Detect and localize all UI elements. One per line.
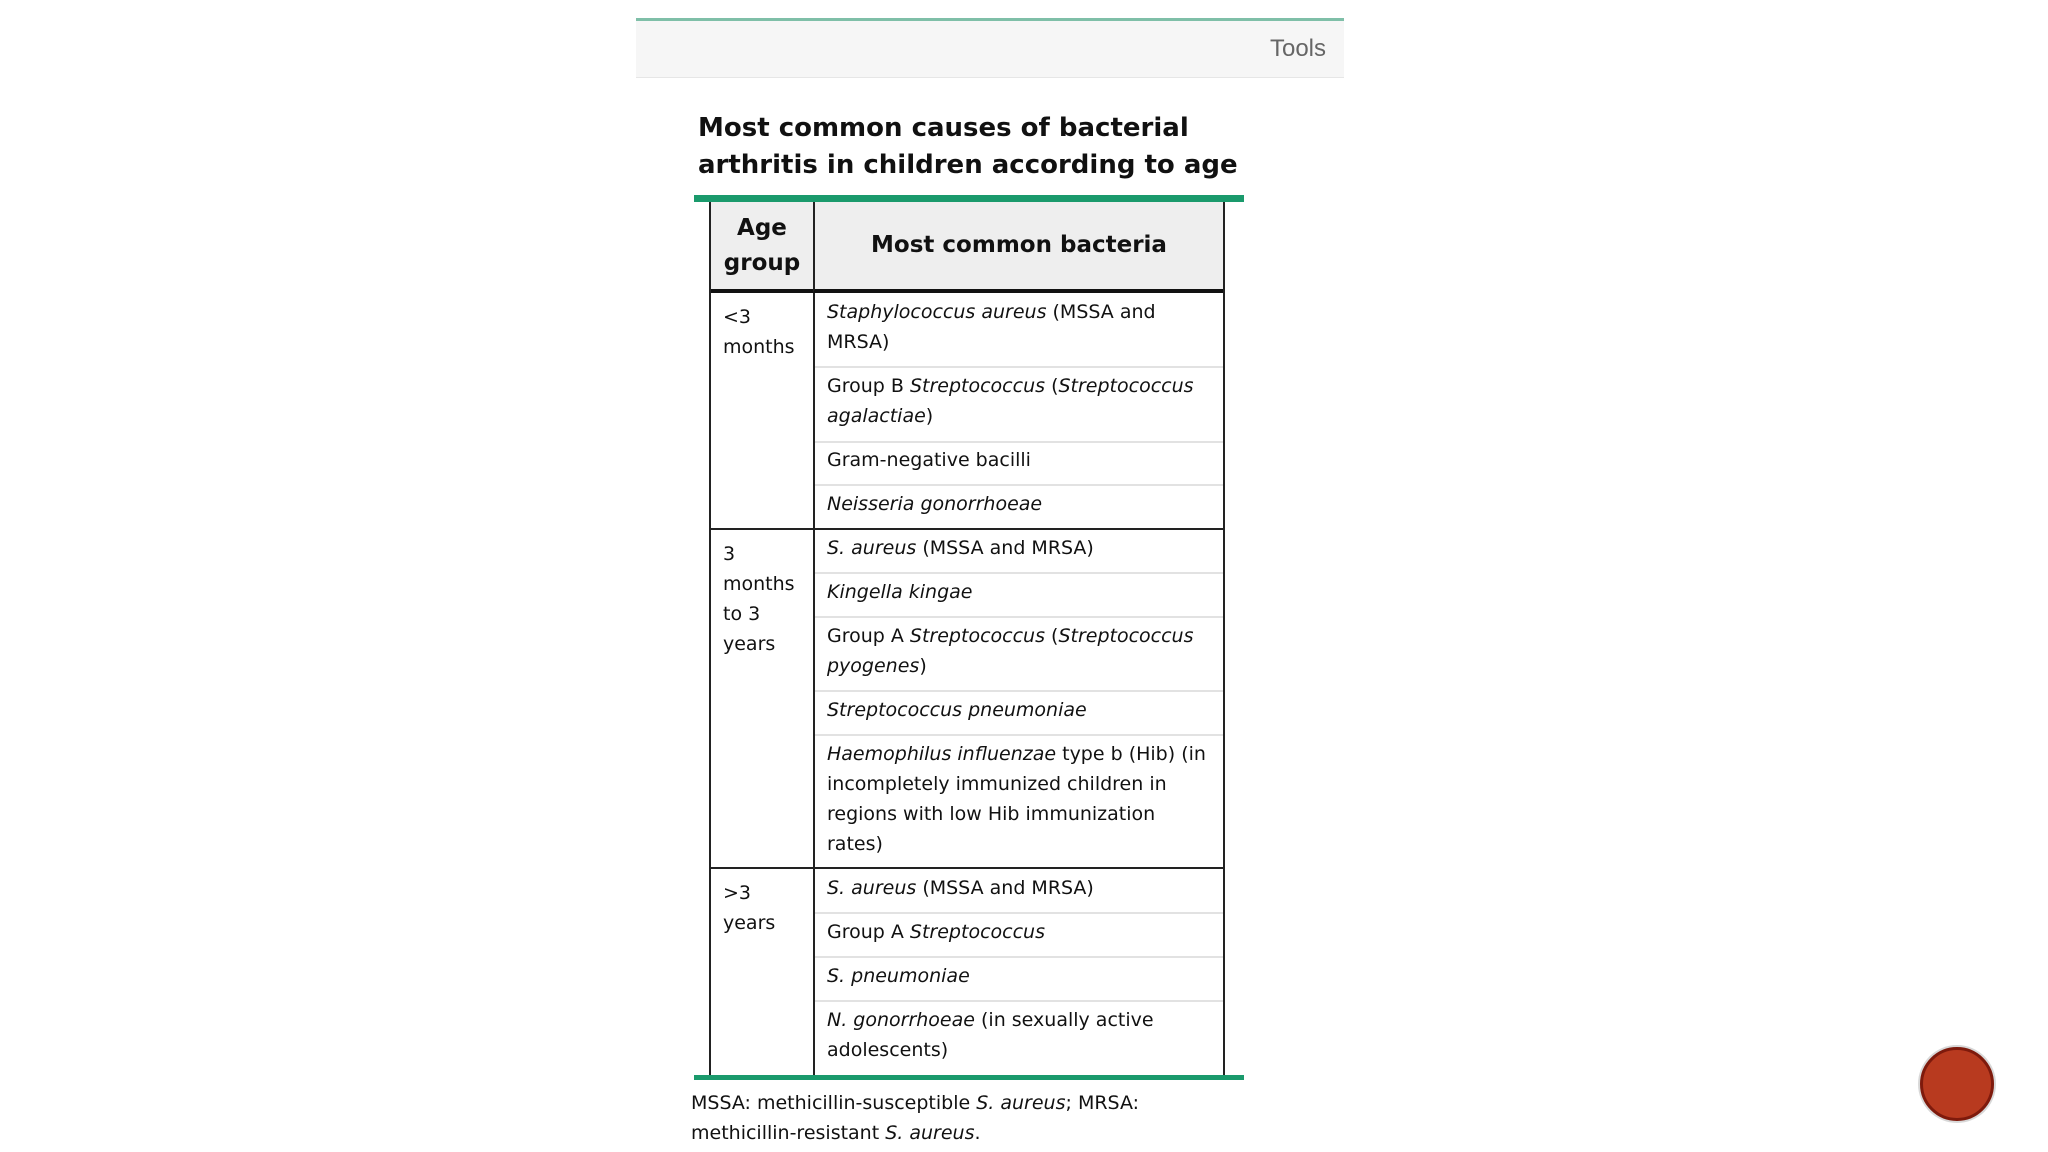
row-text: agalactiae <box>827 405 926 427</box>
row-text: pyogenes <box>827 655 920 677</box>
row-text: MRSA) <box>827 331 890 353</box>
bacteria-table <box>709 202 1225 1075</box>
page-title <box>698 110 1258 184</box>
table-row <box>815 869 1223 903</box>
row-text: ) <box>919 655 927 677</box>
age-line: years <box>723 912 776 934</box>
row-text: S. aureus <box>827 877 917 899</box>
row-text: Haemophilus influenzae <box>827 743 1057 765</box>
table-row <box>815 529 1223 563</box>
footnote-text: . <box>974 1122 981 1144</box>
table-row <box>815 617 1223 681</box>
table-row <box>815 293 1223 357</box>
column-header-age-group <box>711 202 813 293</box>
row-text: adolescents) <box>827 1039 949 1061</box>
row-text: Gram-negative bacilli <box>827 449 1031 471</box>
footnote-text: S. aureus <box>976 1092 1066 1114</box>
row-text: ( <box>1044 625 1059 647</box>
age-cell-3-months-to-3-years <box>711 530 813 668</box>
age-line: years <box>723 633 776 655</box>
footnote-text: ; MRSA: <box>1065 1092 1140 1114</box>
table-row <box>815 367 1223 431</box>
row-text: ( <box>1045 375 1059 397</box>
age-line: months <box>723 336 795 358</box>
table-row <box>815 485 1223 519</box>
row-text: Streptococcus <box>909 375 1046 397</box>
age-line: >3 <box>723 882 752 904</box>
age-line: <3 <box>723 306 752 328</box>
row-text: incompletely immunized children in <box>827 773 1167 795</box>
row-text: Group A <box>827 625 910 647</box>
row-text: (MSSA and MRSA) <box>916 537 1094 559</box>
row-text: (MSSA and <box>1046 301 1156 323</box>
slide-nav-button-icon[interactable] <box>1920 1047 1994 1121</box>
row-text: Streptococcus <box>909 921 1045 943</box>
age-line: months <box>723 573 795 595</box>
row-text: Streptococcus <box>909 625 1045 647</box>
row-text: regions with low Hib immunization <box>827 803 1156 825</box>
age-line: to 3 <box>723 603 761 625</box>
row-text: rates) <box>827 833 883 855</box>
column-header-age-line-1: Age <box>737 214 787 241</box>
title-line-2: arthritis in children according to age <box>698 150 1238 180</box>
row-text: Kingella kingae <box>827 581 973 603</box>
toolbar <box>636 18 1344 78</box>
table-row <box>815 573 1223 607</box>
row-text: S. aureus <box>827 537 917 559</box>
footnote <box>691 1088 1251 1148</box>
footnote-text: methicillin-resistant <box>691 1122 886 1144</box>
table-row <box>815 441 1223 475</box>
row-text: Streptococcus <box>1058 375 1194 397</box>
row-text: N. gonorrhoeae <box>827 1009 975 1031</box>
table-row <box>815 1001 1223 1065</box>
table-row <box>815 691 1223 725</box>
age-line: 3 <box>723 543 736 565</box>
footnote-text: MSSA: methicillin-susceptible <box>691 1092 977 1114</box>
row-text: Neisseria gonorrhoeae <box>827 493 1043 515</box>
row-text: type b (Hib) (in <box>1056 743 1206 765</box>
title-line-1: Most common causes of bacterial <box>698 113 1189 143</box>
column-header-age-line-2: group <box>723 249 801 276</box>
row-text: ) <box>925 405 934 427</box>
row-text: (MSSA and MRSA) <box>916 877 1094 899</box>
footnote-text: S. aureus <box>885 1122 975 1144</box>
row-text: Streptococcus <box>1058 625 1194 647</box>
age-cell-under-3-months <box>711 293 813 371</box>
table-row <box>815 735 1223 859</box>
column-header-bacteria: Most common bacteria <box>813 202 1223 293</box>
table-row <box>815 913 1223 947</box>
table-bottom-rule <box>694 1075 1244 1080</box>
row-text: S. pneumoniae <box>827 965 970 987</box>
row-text: (in sexually active <box>974 1009 1154 1031</box>
row-text: Streptococcus pneumoniae <box>827 699 1087 721</box>
row-text: Staphylococcus aureus <box>827 301 1047 323</box>
age-cell-over-3-years <box>711 869 813 947</box>
row-text: Group B <box>827 375 910 397</box>
table-row <box>815 957 1223 991</box>
row-text: Group A <box>827 921 910 943</box>
table-top-rule <box>694 195 1244 202</box>
tools-menu[interactable]: Tools <box>1269 35 1326 62</box>
